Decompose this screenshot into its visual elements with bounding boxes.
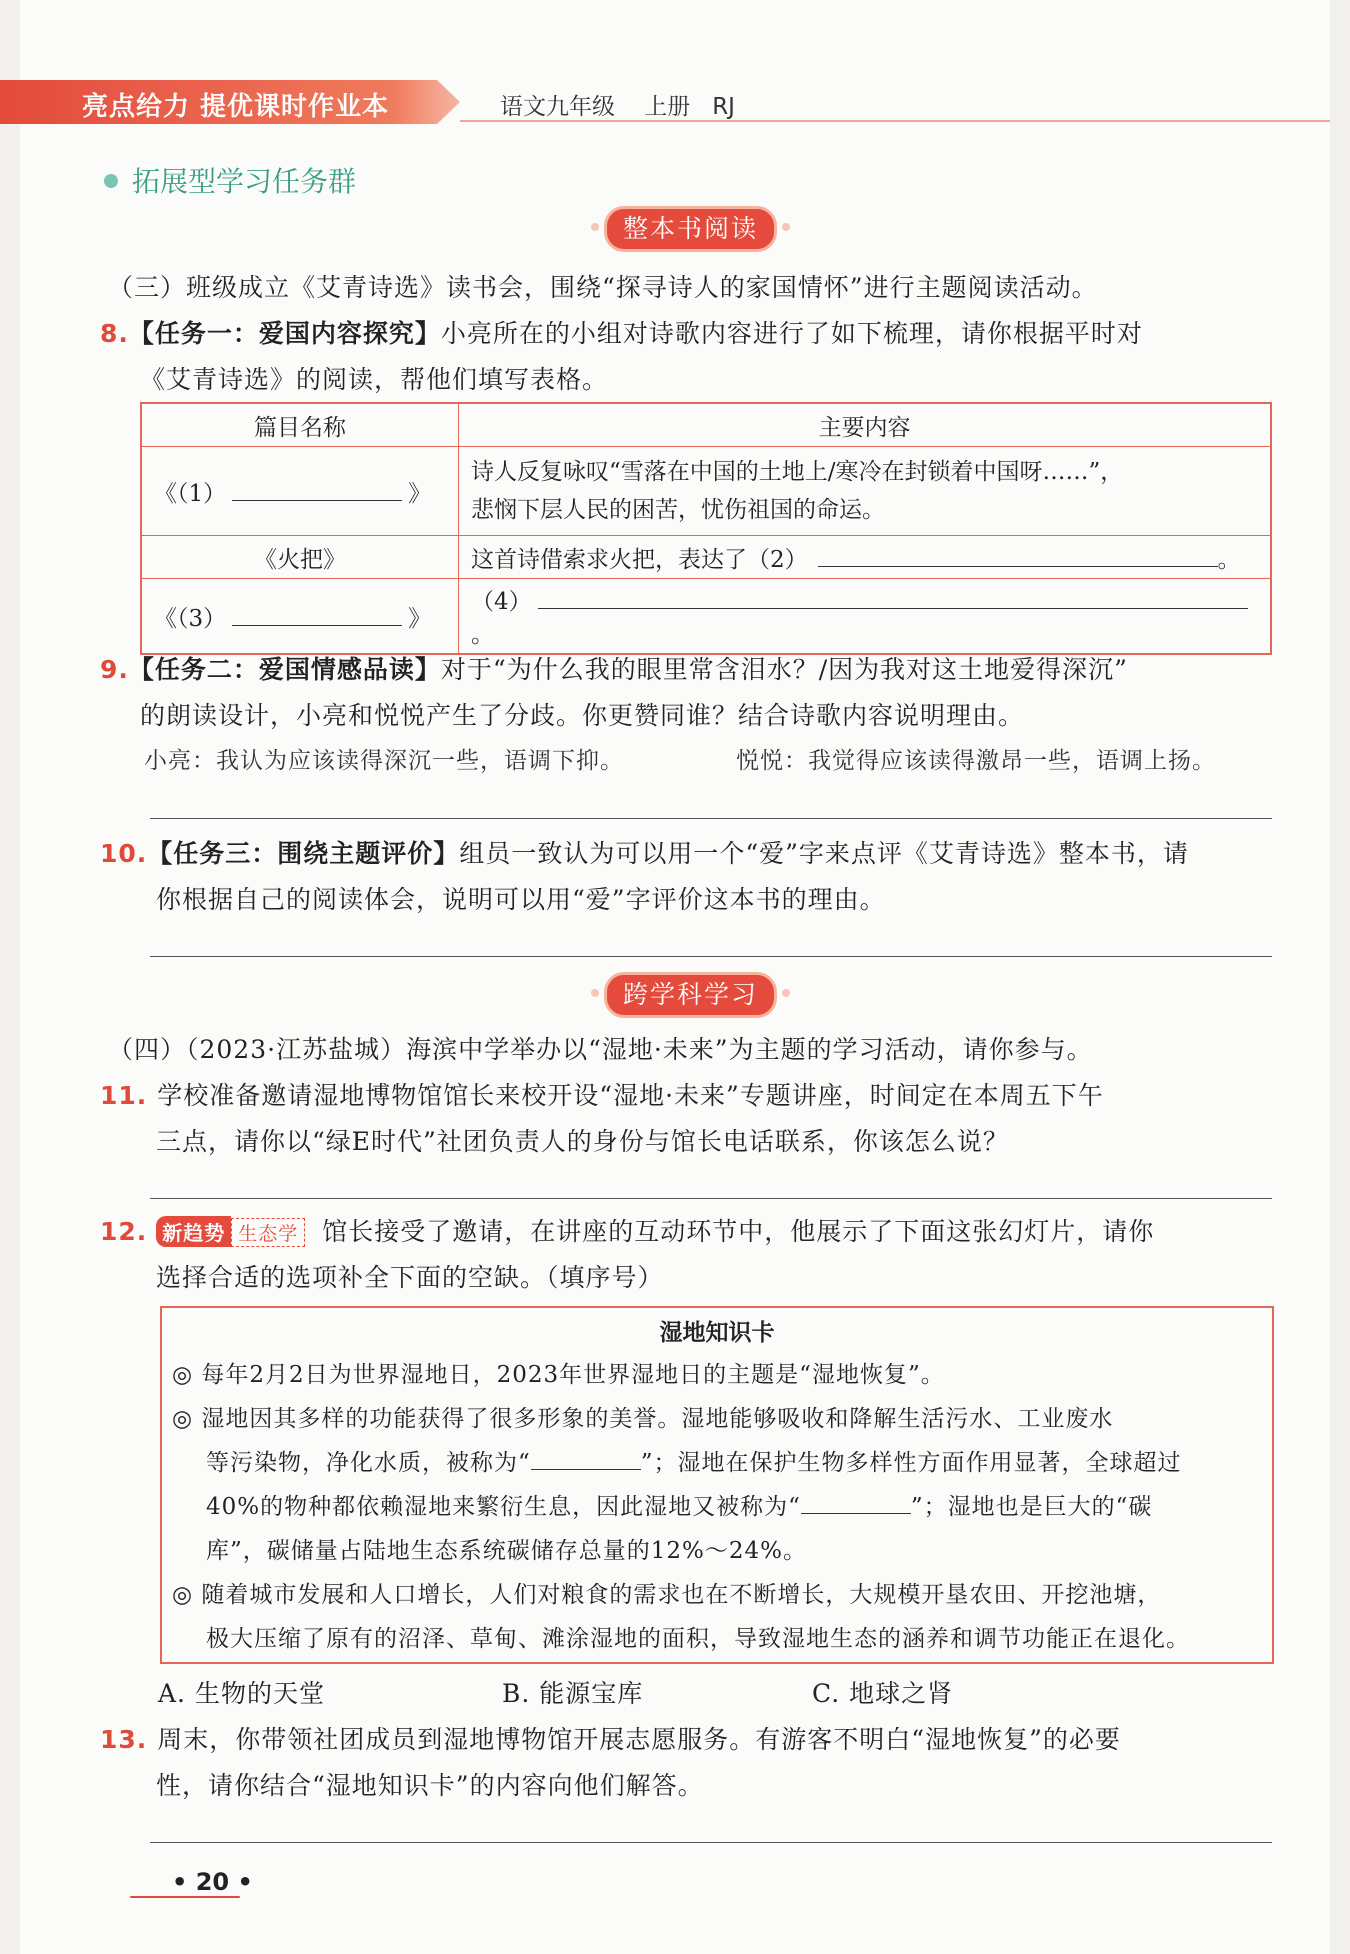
q11-text1: 学校准备邀请湿地博物馆馆长来校开设“湿地·未来”专题讲座，时间定在本周五下午 bbox=[157, 1081, 1104, 1110]
q9-text2: 的朗读设计，小亮和悦悦产生了分歧。你更赞同谁？结合诗歌内容说明理由。 bbox=[140, 701, 1025, 730]
card-point-2-line3: 40%的物种都依赖湿地来繁衍生息，因此湿地又被称为“ ”；湿地也是巨大的“碳 bbox=[206, 1494, 1153, 1520]
question-12 bbox=[100, 1212, 1154, 1248]
q12-number: 12. bbox=[100, 1217, 148, 1246]
q8-number: 8. bbox=[100, 319, 129, 348]
q13-number: 13. bbox=[100, 1725, 148, 1754]
q13-text2: 性，请你结合“湿地知识卡”的内容向他们解答。 bbox=[156, 1771, 704, 1800]
table-cell-title-2: 《火把》 bbox=[141, 536, 459, 579]
q10-task: 【任务三：围绕主题评价】 bbox=[147, 839, 460, 868]
header-rule bbox=[460, 120, 1330, 122]
q9-task: 【任务二：爱国情感品读】 bbox=[128, 655, 441, 684]
wetland-knowledge-card bbox=[160, 1306, 1274, 1664]
table-row bbox=[141, 536, 1271, 579]
part3-intro: （三）班级成立《艾青诗选》读书会，围绕“探寻诗人的家国情怀”进行主题阅读活动。 bbox=[108, 273, 1098, 302]
section-title: 拓展型学习任务群 bbox=[132, 165, 357, 198]
card-point-2-line1: ◎ 湿地因其多样的功能获得了很多形象的美誉。湿地能够吸收和降解生活污水、工业废水 bbox=[172, 1406, 1114, 1432]
header-brand: 亮点给力 提优课时作业本 bbox=[82, 92, 390, 122]
footer-decoration bbox=[130, 1896, 240, 1898]
page-number: • 20 • bbox=[172, 1868, 253, 1896]
answer-blank-card-2[interactable] bbox=[801, 1513, 911, 1514]
q12-text1: 馆长接受了邀请，在讲座的互动环节中，他展示了下面这张幻灯片，请你 bbox=[322, 1217, 1155, 1246]
table-cell-content-3: （4）。 bbox=[459, 579, 1272, 655]
q8-text2: 《艾青诗选》的阅读，帮他们填写表格。 bbox=[140, 365, 609, 394]
question-11 bbox=[100, 1076, 1104, 1112]
table-cell-title-blank-3: 《（3） 》 bbox=[141, 579, 459, 655]
q12-text2: 选择合适的选项补全下面的空缺。（填序号） bbox=[156, 1263, 664, 1292]
tag-ecology: 生态学 bbox=[231, 1218, 305, 1247]
table-cell-content-2: 这首诗借索求火把，表达了（2） 。 bbox=[459, 536, 1272, 579]
q9-text1: 对于“为什么我的眼里常含泪水？/因为我对这土地爱得深沉” bbox=[440, 655, 1128, 684]
question-13 bbox=[100, 1720, 1121, 1756]
q9-xiaoliang-opinion: 小亮：我认为应该读得深沉一些，语调下抑。 bbox=[144, 748, 624, 774]
card-title: 湿地知识卡 bbox=[659, 1320, 775, 1346]
answer-line-q11[interactable] bbox=[150, 1198, 1272, 1199]
answer-blank-3[interactable] bbox=[232, 625, 402, 626]
table-row bbox=[141, 447, 1271, 536]
card-point-3-line2: 极大压缩了原有的沼泽、草甸、滩涂湿地的面积，导致湿地生态的涵养和调节功能正在退化。 bbox=[206, 1626, 1190, 1652]
q13-text1: 周末，你带领社团成员到湿地博物馆开展志愿服务。有游客不明白“湿地恢复”的必要 bbox=[157, 1725, 1121, 1754]
q11-number: 11. bbox=[100, 1081, 148, 1110]
answer-blank-1[interactable] bbox=[232, 500, 402, 501]
answer-line-q13[interactable] bbox=[150, 1842, 1272, 1843]
option-b[interactable]: B. 能源宝库 bbox=[502, 1679, 644, 1708]
q11-text2: 三点，请你以“绿E时代”社团负责人的身份与馆长电话联系，你该怎么说？ bbox=[156, 1127, 1009, 1156]
q8-text1: 小亮所在的小组对诗歌内容进行了如下梳理，请你根据平时对 bbox=[440, 319, 1143, 348]
card-point-2-line4: 库”，碳储量占陆地生态系统碳储存总量的12%～24%。 bbox=[206, 1538, 808, 1564]
header-info bbox=[500, 88, 735, 121]
table-header-content: 主要内容 bbox=[459, 403, 1272, 447]
badge-whole-book-reading: 整本书阅读 bbox=[604, 206, 777, 252]
answer-line-q10[interactable] bbox=[150, 956, 1272, 957]
header-edition: RJ bbox=[712, 94, 735, 120]
tag-new-trend: 新趋势 bbox=[156, 1216, 231, 1247]
q9-number: 9. bbox=[100, 655, 129, 684]
table-header-title: 篇目名称 bbox=[141, 403, 459, 447]
answer-line-q9[interactable] bbox=[150, 818, 1272, 819]
q10-text2: 你根据自己的阅读体会，说明可以用“爱”字评价这本书的理由。 bbox=[156, 885, 886, 914]
table-header-row bbox=[141, 403, 1271, 447]
answer-blank-2[interactable] bbox=[818, 566, 1218, 567]
q8-task: 【任务一：爱国内容探究】 bbox=[128, 319, 441, 348]
part4-intro: （四）（2023·江苏盐城）海滨中学举办以“湿地·未来”为主题的学习活动，请你参与。 bbox=[108, 1035, 1093, 1064]
question-10 bbox=[100, 834, 1189, 870]
header-volume: 上册 bbox=[644, 94, 691, 120]
question-8 bbox=[100, 314, 1143, 350]
badge-interdisciplinary: 跨学科学习 bbox=[604, 972, 777, 1018]
q10-number: 10. bbox=[100, 839, 148, 868]
card-point-3-line1: ◎ 随着城市发展和人口增长，人们对粮食的需求也在不断增长，大规模开垦农田、开挖池塘， bbox=[172, 1582, 1162, 1608]
works-table bbox=[140, 402, 1272, 655]
card-point-1: ◎ 每年2月2日为世界湿地日，2023年世界湿地日的主题是“湿地恢复”。 bbox=[172, 1362, 945, 1388]
header-subject: 语文九年级 bbox=[500, 94, 615, 120]
answer-blank-card-1[interactable] bbox=[531, 1469, 641, 1470]
table-row bbox=[141, 579, 1271, 655]
table-cell-title-blank-1: 《（1） 》 bbox=[141, 447, 459, 536]
q10-text1: 组员一致认为可以用一个“爱”字来点评《艾青诗选》整本书，请 bbox=[459, 839, 1189, 868]
answer-blank-4[interactable] bbox=[538, 608, 1248, 609]
q9-yueyue-opinion: 悦悦：我觉得应该读得激昂一些，语调上扬。 bbox=[736, 748, 1216, 774]
card-point-2-line2: 等污染物，净化水质，被称为“ ”；湿地在保护生物多样性方面作用显著，全球超过 bbox=[206, 1450, 1182, 1476]
table-cell-content-1: 诗人反复咏叹“雪落在中国的土地上/寒冷在封锁着中国呀……”， 悲悯下层人民的困苦，忧伤祖国的命运。 bbox=[459, 447, 1272, 536]
option-a[interactable]: A. 生物的天堂 bbox=[158, 1679, 325, 1708]
option-c[interactable]: C. 地球之肾 bbox=[812, 1679, 954, 1708]
question-9 bbox=[100, 650, 1128, 686]
